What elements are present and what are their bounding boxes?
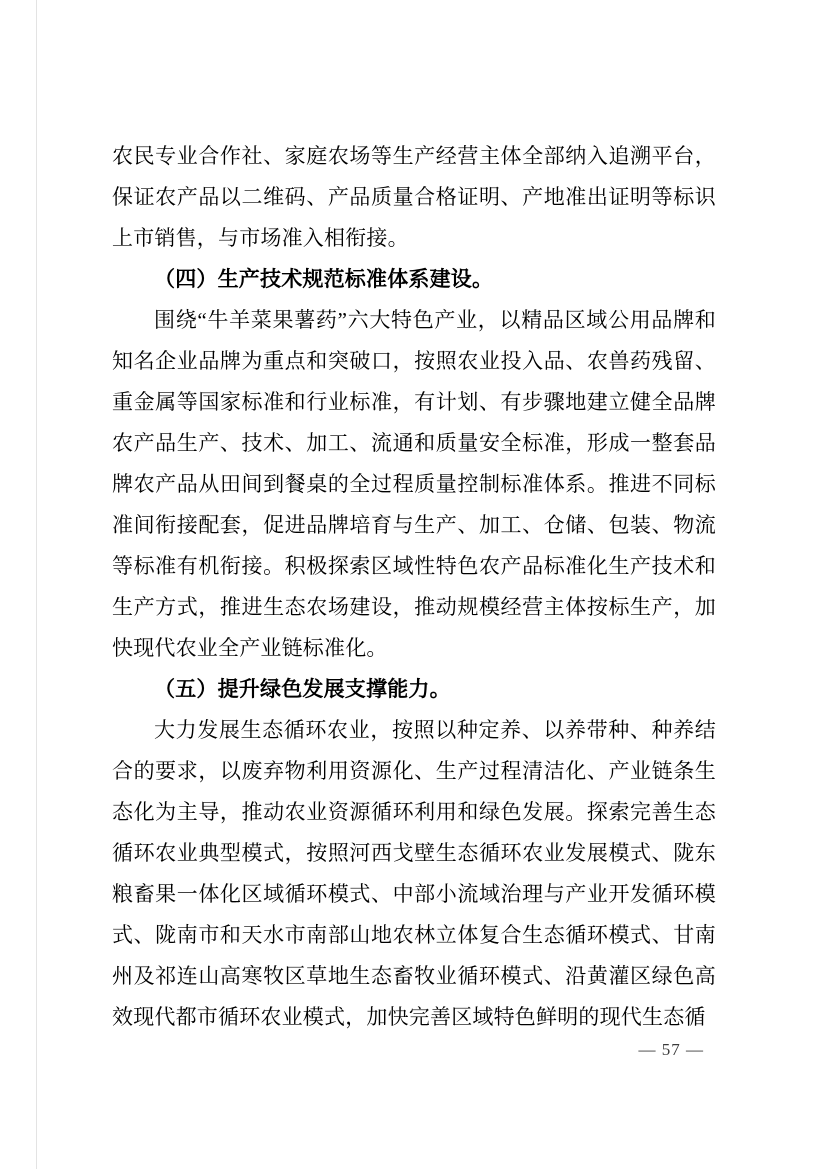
page-number: — 57 — bbox=[638, 1040, 704, 1059]
paragraph-section-five-body: 大力发展生态循环农业，按照以种定养、以养带种、种养结合的要求，以废弃物利用资源化、生产过程清洁化、产业链条生态化为主导，推动农业资源循环利用和绿色发展。探索完善生态循环农业典型模式，按照河西戈壁生态循环农业发展模式、陇东粮畜果一体化区域循环模式、中部小流域治理与产业开发循环模式、陇南市和天水市南部山地农林立体复合生态循环模式、甘南州及祁连山高寒牧区草地生态畜牧业循环模式、沿黄灌区绿色高效现代都市循环农业模式，加快完善区域特色鲜明的现代生态循 bbox=[112, 718, 716, 1029]
scan-edge-line bbox=[36, 0, 37, 1169]
paragraph-section-four-body: 围绕“牛羊菜果薯药”六大特色产业，以精品区域公用品牌和知名企业品牌为重点和突破口，按照农业投入品、农兽药残留、重金属等国家标准和行业标准，有计划、有步骤地建立健全品牌农产品生产、技术、加工、流通和质量安全标准，形成一整套品牌农产品从田间到餐桌的全过程质量控制标准体系。推进不同标准间衔接配套，促进品牌培育与生产、加工、仓储、包装、物流等标准有机衔接。积极探索区域性特色农产品标准化生产技术和生产方式，推进生态农场建设，推动规模经营主体按标生产，加快现代农业全产业链标准化。 bbox=[112, 308, 716, 660]
paragraph-continuation: 农民专业合作社、家庭农场等生产经营主体全部纳入追溯平台，保证农产品以二维码、产品质量合格证明、产地准出证明等标识上市销售，与市场准入相衔接。 bbox=[112, 144, 716, 250]
document-body bbox=[112, 136, 716, 1038]
section-heading-five: （五）提升绿色发展支撑能力。 bbox=[154, 677, 451, 701]
section-heading-four: （四）生产技术规范标准体系建设。 bbox=[154, 267, 494, 291]
